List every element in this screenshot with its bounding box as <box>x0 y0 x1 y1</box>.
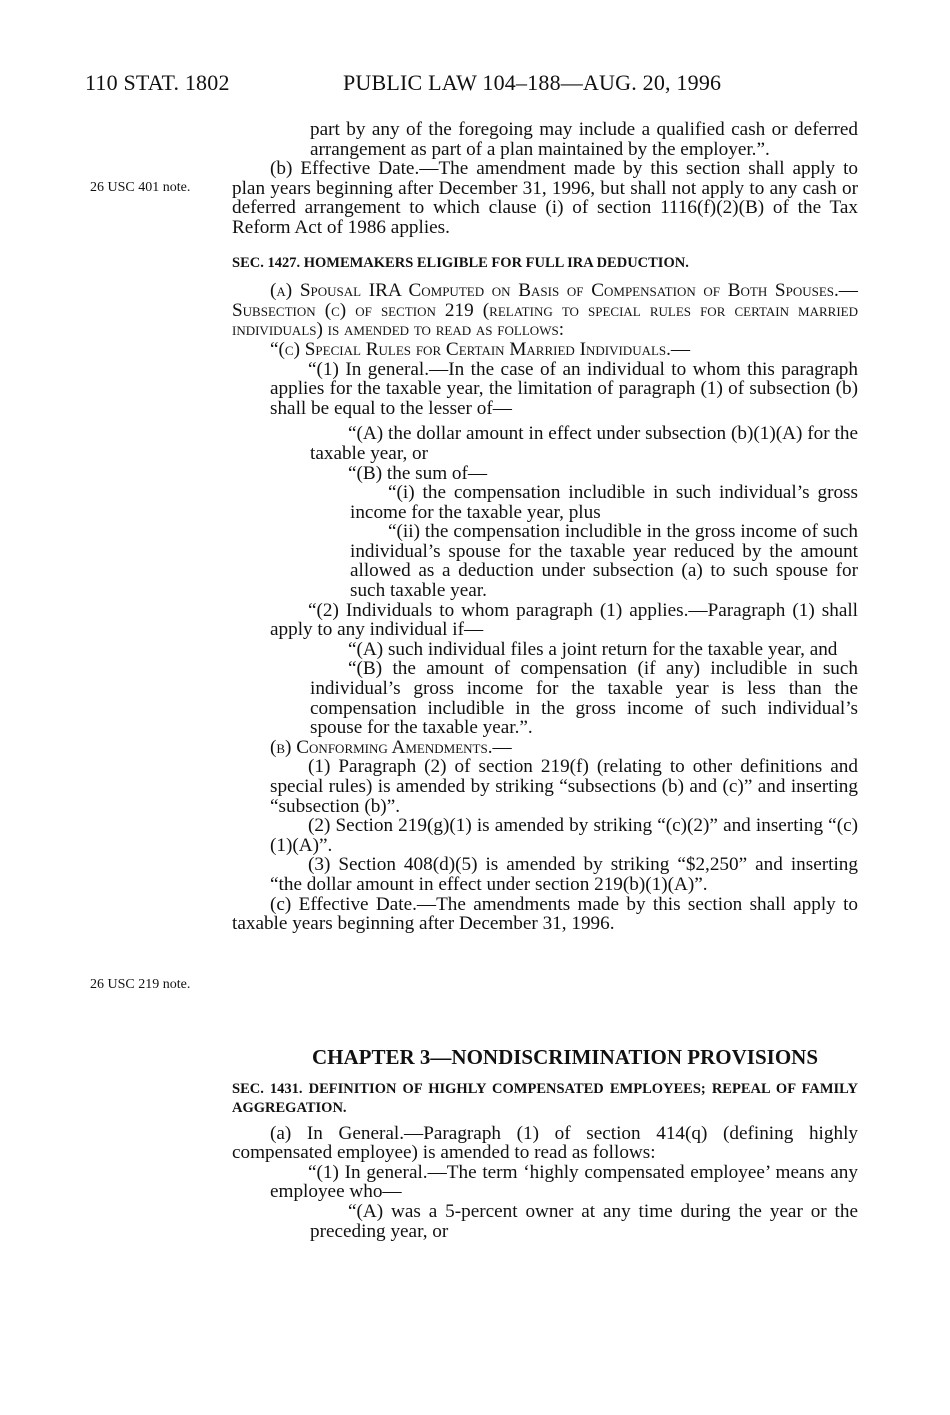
margin-note-401: 26 USC 401 note. <box>90 180 191 195</box>
section-heading: SEC. 1427. HOMEMAKERS ELIGIBLE FOR FULL IRA DEDUCTION. <box>232 254 689 271</box>
paragraph: “(1) In general.—In the case of an individual to whom this paragraph applies for the taxable year, the limitation of paragraph (1) of subsection (b) shall be equal to the lesser of— <box>270 358 858 419</box>
paragraph: (2) Section 219(g)(1) is amended by striking “(c)(2)” and inserting “(c)(1)(A)”. <box>270 815 858 856</box>
paragraph: “(B) the sum of— <box>348 462 488 484</box>
paragraph: “(ii) the compensation includible in the gross income of such individual’s spouse for the taxable year reduced by the amount allowed as a deduction under subsection (a) to such spouse for such taxable year. <box>350 521 858 602</box>
paragraph: “(A) was a 5-percent owner at any time during the year or the preceding year, or <box>310 1200 858 1242</box>
paragraph: “(2) Individuals to whom paragraph (1) applies.—Paragraph (1) shall apply to any individual if— <box>270 599 858 641</box>
body-text-upper <box>232 120 858 934</box>
paragraph: “(1) In general.—The term ‘highly compensated employee’ means any employee who— <box>270 1161 858 1203</box>
paragraph: (3) Section 408(d)(5) is amended by striking “$2,250” and inserting “the dollar amount in effect under section 219(b)(1)(A)”. <box>270 854 858 895</box>
paragraph: “(B) the amount of compensation (if any) includible in such individual’s gross income for the taxable year is less than the compensation includible in the gross income of such individual’s spouse for the taxable year.”. <box>310 658 858 739</box>
paragraph: (1) Paragraph (2) of section 219(f) (relating to other definitions and special rules) is amended by striking “subsections (b) and (c)” and inserting “subsection (b)”. <box>270 756 858 817</box>
paragraph: “(c) Special Rules for Certain Married Individuals.— <box>270 338 691 360</box>
margin-note-219: 26 USC 219 note. <box>90 977 191 992</box>
paragraph: “(A) such individual files a joint return for the taxable year, and <box>348 638 838 660</box>
paragraph: (c) Effective Date.—The amendments made by this section shall apply to taxable years beginning after December 31, 1996. <box>232 893 858 935</box>
paragraph: (a) Spousal IRA Computed on Basis of Compensation of Both Spouses.—Subsection (c) of section 219 (relating to special rules for certain married individuals) is amended to read as follows: <box>232 280 858 341</box>
chapter-heading: CHAPTER 3—NONDISCRIMINATION PROVISIONS <box>312 1045 818 1069</box>
section-heading: SEC. 1431. DEFINITION OF HIGHLY COMPENSATED EMPLOYEES; REPEAL OF FAMILY AGGREGATION. <box>232 1080 858 1116</box>
public-law-citation: PUBLIC LAW 104–188—AUG. 20, 1996 <box>343 70 722 95</box>
paragraph: (a) In General.—Paragraph (1) of section 414(q) (defining highly compensated employee) is amended to read as follows: <box>232 1122 858 1164</box>
paragraph: (b) Conforming Amendments.— <box>270 736 512 758</box>
paragraph: “(i) the compensation includible in such individual’s gross income for the taxable year, plus <box>350 482 858 523</box>
body-text-lower <box>232 1030 858 1241</box>
paragraph: “(A) the dollar amount in effect under subsection (b)(1)(A) for the taxable year, or <box>310 423 858 464</box>
paragraph: part by any of the foregoing may include a qualified cash or deferred arrangement as part of a plan maintained by the employer.”. <box>310 119 858 160</box>
paragraph: (b) Effective Date.—The amendment made by this section shall apply to plan years beginning after December 31, 1996, but shall not apply to any cash or deferred arrangement to which clause (i) of section 1116(f)(2)(B) of the Tax Reform Act of 1986 applies. <box>232 158 858 238</box>
page-stat-citation: 110 STAT. 1802 <box>85 70 230 95</box>
